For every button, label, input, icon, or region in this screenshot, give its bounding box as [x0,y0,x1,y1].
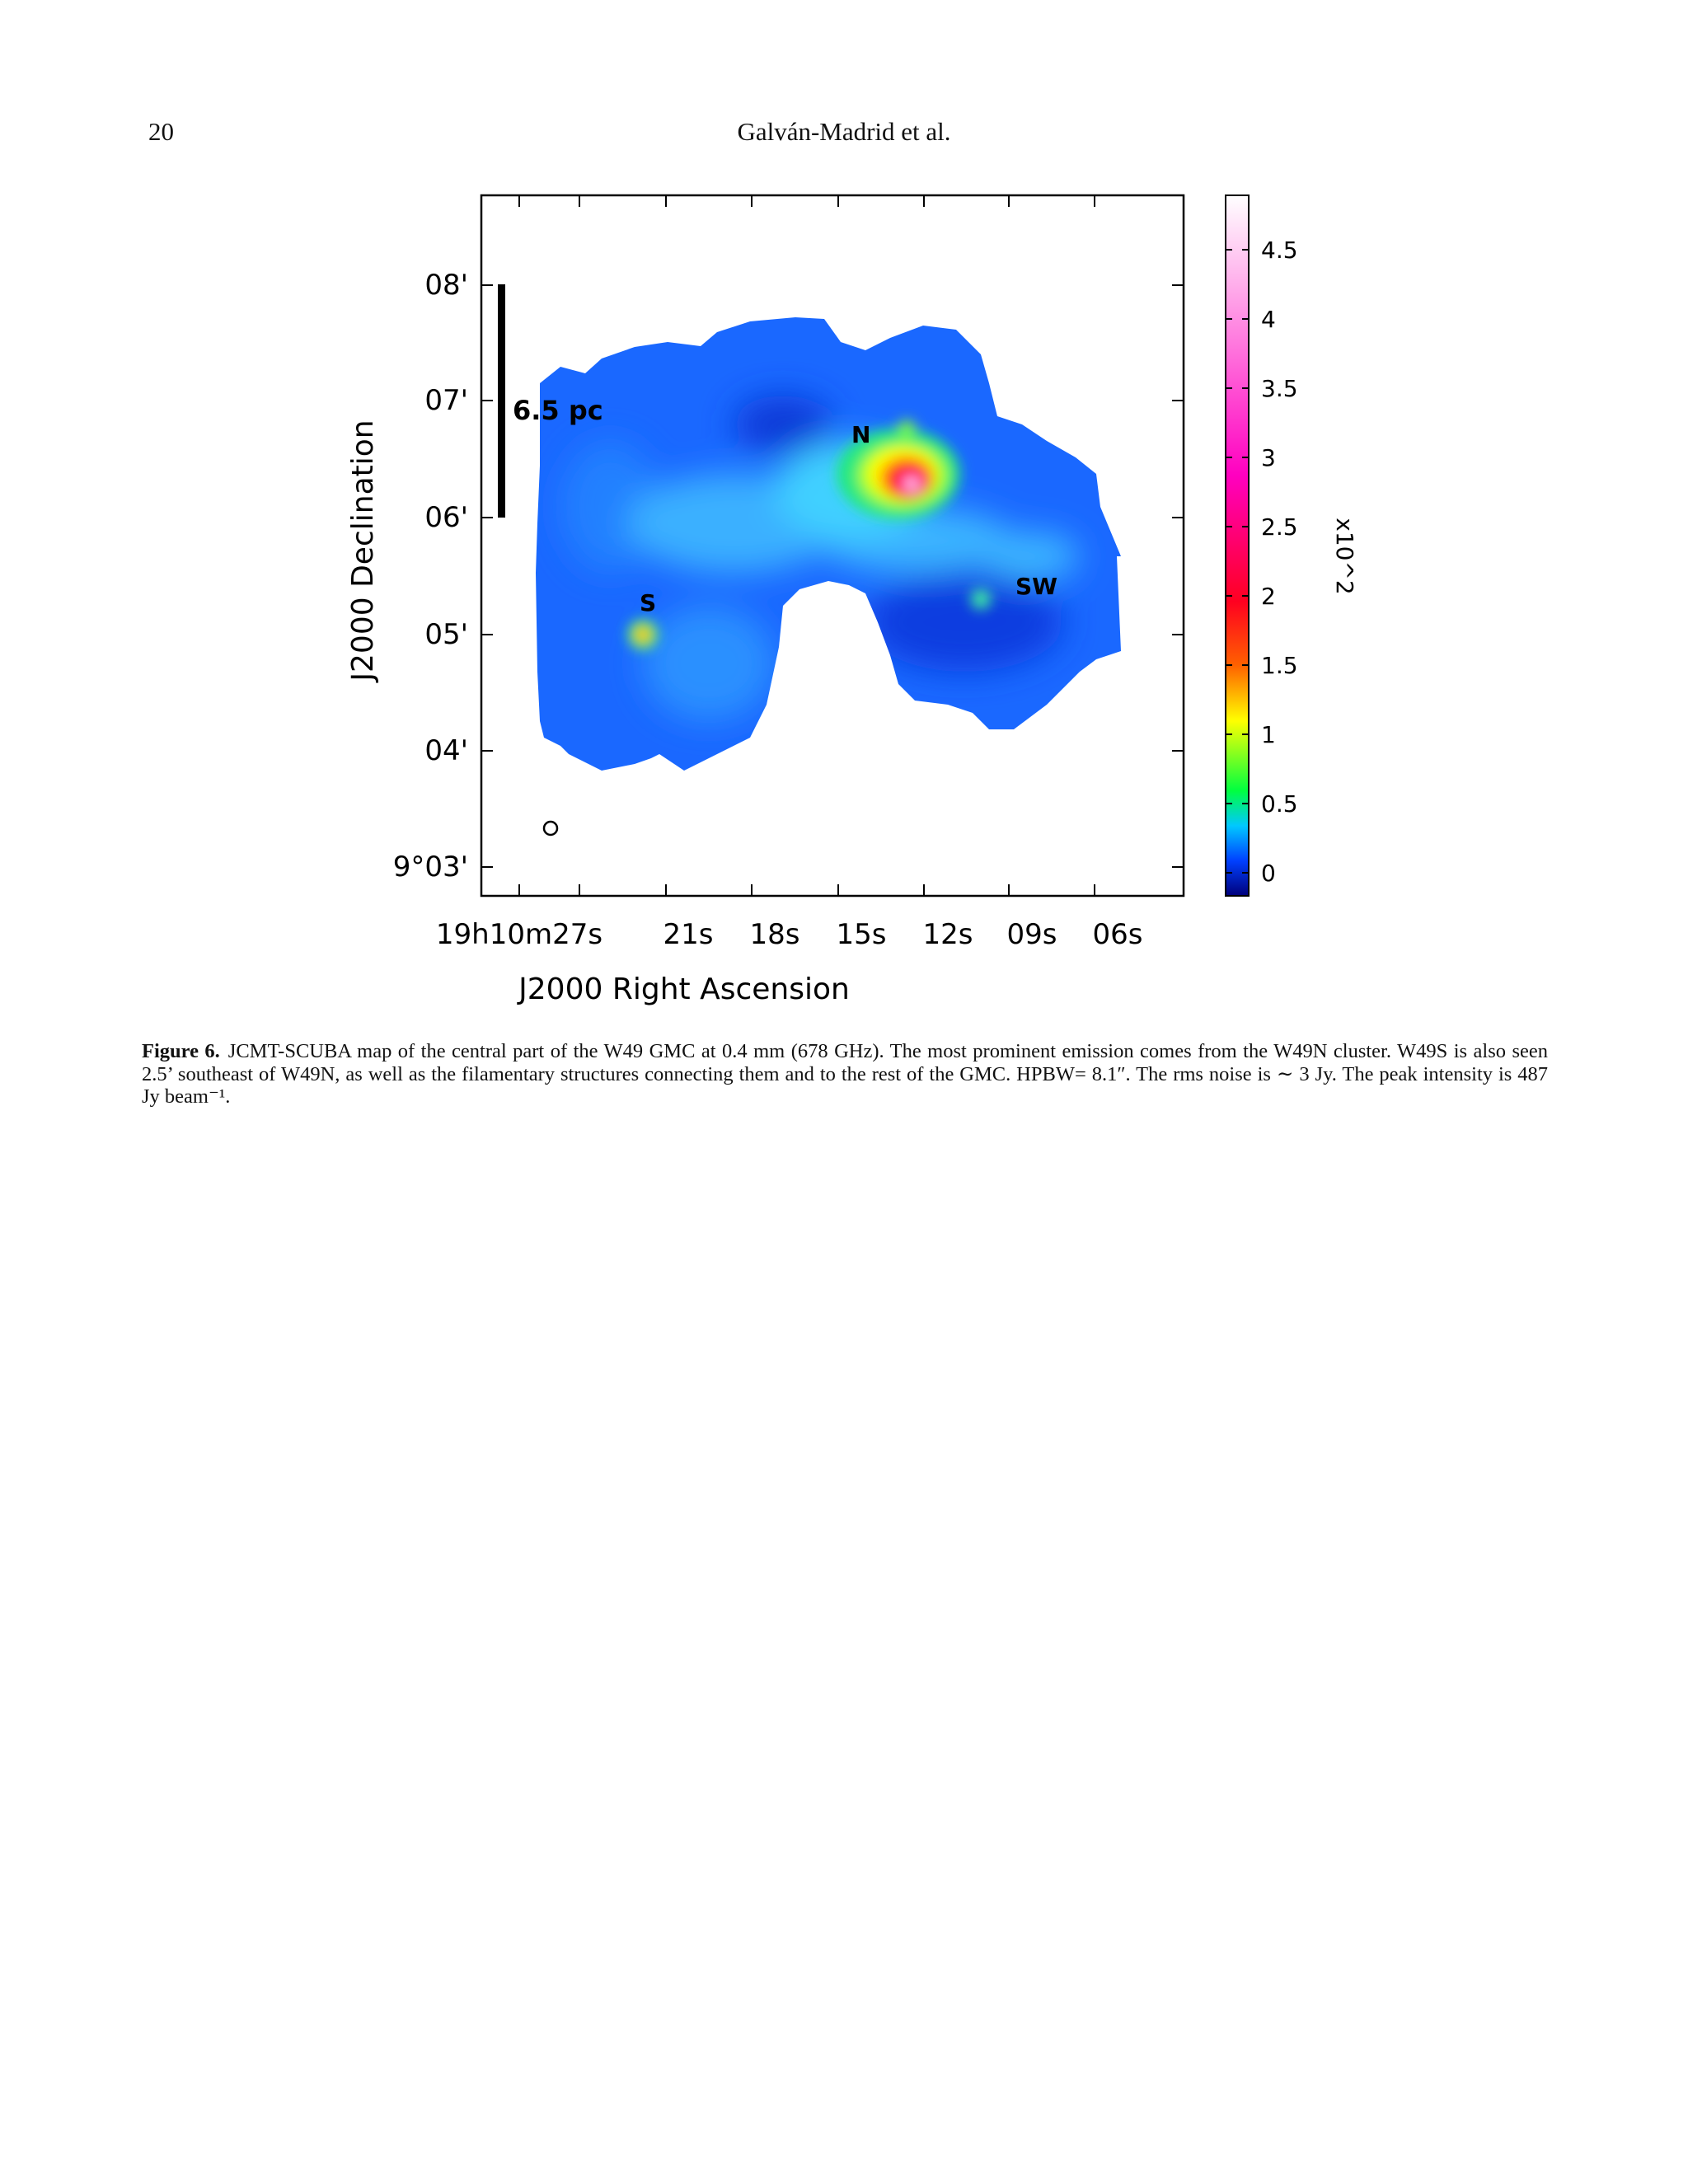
source-label-s: S [640,589,657,616]
colorbar-unit-label: x10^2 [1331,518,1358,595]
colorbar-tick-label: 1.5 [1261,652,1298,679]
dec-tick-label: 9°03' [392,851,468,883]
colorbar-tick-label: 0.5 [1261,790,1298,818]
dec-tick-label: 06' [424,501,468,534]
ra-tick-label: 12s [922,918,973,951]
colorbar-tick-label: 3 [1261,444,1276,471]
dec-tick-label: 05' [424,618,468,651]
colorbar-tick-label: 4.5 [1261,237,1298,264]
dec-tick-label: 07' [424,384,468,417]
colorbar-tick-label: 3.5 [1261,375,1298,402]
ra-tick-label: 19h10m27s [435,918,603,951]
dec-axis-title: J2000 Declination [346,419,380,682]
source-label-sw: SW [1015,573,1058,600]
caption-label: Figure 6. [142,1040,220,1062]
colorbar-tick-label: 0 [1261,860,1276,887]
colorbar-tick-label: 4 [1261,306,1276,333]
colorbar-tick-label: 2.5 [1261,513,1298,541]
figure-caption [142,1040,1548,1108]
beam-marker [544,822,557,835]
ra-axis-title: J2000 Right Ascension [518,972,850,1006]
source-label-n: N [851,421,871,448]
dec-tick-label: 08' [424,269,468,302]
page-number: 20 [148,117,174,146]
ra-tick-label: 21s [663,918,714,951]
scale-bar-label: 6.5 pc [513,395,603,426]
colorbar-tick-label: 1 [1261,721,1276,748]
figure-6-map [321,177,1360,1018]
ra-tick-label: 09s [1006,918,1057,951]
caption-text: JCMT-SCUBA map of the central part of the W49 GMC at 0.4 mm (678 GHz). The most prominent emission comes from the W49N cluster. W49S is also seen 2.5’ southeast of W49N, as well as the filamentary structures connecting them and to the rest of the GMC. HPBW= 8.1″. The rms noise is ∼ 3 Jy. The peak intensity is 487 Jy beam⁻¹. [142,1040,1548,1108]
emission-map [528,309,1137,779]
ra-tick-label: 15s [836,918,887,951]
running-head: Galván-Madrid et al. [737,117,951,146]
dec-tick-label: 04' [424,734,468,767]
colorbar [1226,195,1249,896]
scale-bar [498,284,505,518]
ra-tick-label: 18s [749,918,800,951]
ra-tick-label: 06s [1092,918,1143,951]
colorbar-tick-label: 2 [1261,583,1276,610]
